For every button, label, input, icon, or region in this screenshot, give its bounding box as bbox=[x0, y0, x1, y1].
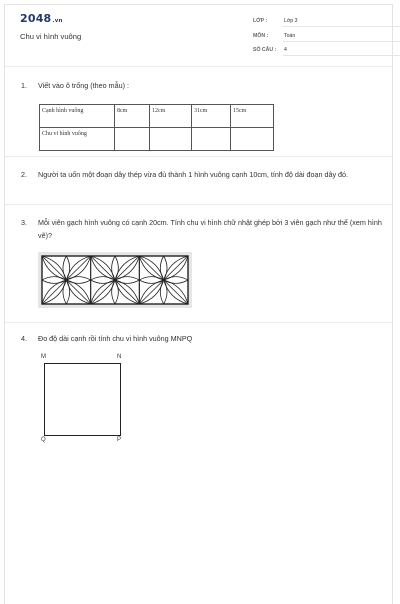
meta-divider bbox=[283, 41, 400, 42]
logo-text: 2048 bbox=[20, 12, 52, 25]
table-cell: 12cm bbox=[150, 105, 192, 128]
meta-divider bbox=[283, 55, 400, 56]
table-cell: 31cm bbox=[192, 105, 231, 128]
question-4-text: Đo độ dài cạnh rồi tính chu vi hình vuông MNPQ bbox=[38, 334, 193, 343]
page-title: Chu vi hình vuông bbox=[20, 32, 82, 41]
tile-pattern-figure bbox=[38, 252, 192, 308]
question-2-number: 2. bbox=[21, 170, 27, 179]
table-cell: Cạnh hình vuông bbox=[40, 105, 115, 128]
question-2-text: Người ta uốn một đoạn dây thép vừa đủ thành 1 hình vuông cạnh 10cm, tính độ dài đoạn dây đó. bbox=[38, 170, 349, 179]
square-outline bbox=[45, 364, 121, 436]
meta-subject-value: Toán bbox=[284, 33, 296, 39]
table-cell-blank[interactable] bbox=[150, 128, 192, 151]
meta-count-value: 4 bbox=[284, 47, 287, 53]
question-4-number: 4. bbox=[21, 334, 27, 343]
meta-class-label: LỚP : bbox=[253, 18, 268, 24]
question-3-number: 3. bbox=[21, 218, 27, 227]
vertex-label-p: P bbox=[117, 437, 122, 443]
meta-class bbox=[253, 18, 298, 24]
site-logo[interactable] bbox=[20, 12, 63, 25]
square-mnpq bbox=[44, 363, 122, 437]
table-row bbox=[40, 105, 274, 128]
logo-domain: .vn bbox=[52, 18, 63, 24]
vertex-label-m: M bbox=[41, 354, 46, 360]
meta-class-value: Lớp 3 bbox=[284, 18, 298, 24]
meta-subject-label: MÔN : bbox=[253, 33, 269, 39]
vertex-label-n: N bbox=[117, 354, 122, 360]
table-cell: 8cm bbox=[115, 105, 150, 128]
vertex-label-q: Q bbox=[41, 437, 46, 443]
table-row bbox=[40, 128, 274, 151]
table-cell: Chu vi hình vuông bbox=[40, 128, 115, 151]
meta-subject bbox=[253, 33, 295, 39]
question-divider bbox=[5, 322, 392, 323]
question-divider bbox=[5, 156, 392, 157]
header-divider bbox=[5, 66, 392, 67]
answer-table bbox=[39, 104, 274, 151]
meta-count bbox=[253, 47, 287, 53]
table-cell-blank[interactable] bbox=[231, 128, 274, 151]
question-3-text: Mỗi viên gạch hình vuông có cạnh 20cm. Tính chu vi hình chữ nhật ghép bởi 3 viên gạch như thế (xem hình vẽ)? bbox=[38, 218, 382, 240]
table-cell-blank[interactable] bbox=[115, 128, 150, 151]
table-cell-blank[interactable] bbox=[192, 128, 231, 151]
meta-divider bbox=[283, 26, 400, 27]
question-1-number: 1. bbox=[21, 81, 27, 90]
table-cell: 15cm bbox=[231, 105, 274, 128]
question-1-text: Viết vào ô trống (theo mẫu) : bbox=[38, 81, 129, 90]
meta-count-label: SỐ CÂU : bbox=[253, 47, 277, 53]
question-divider bbox=[5, 204, 392, 205]
